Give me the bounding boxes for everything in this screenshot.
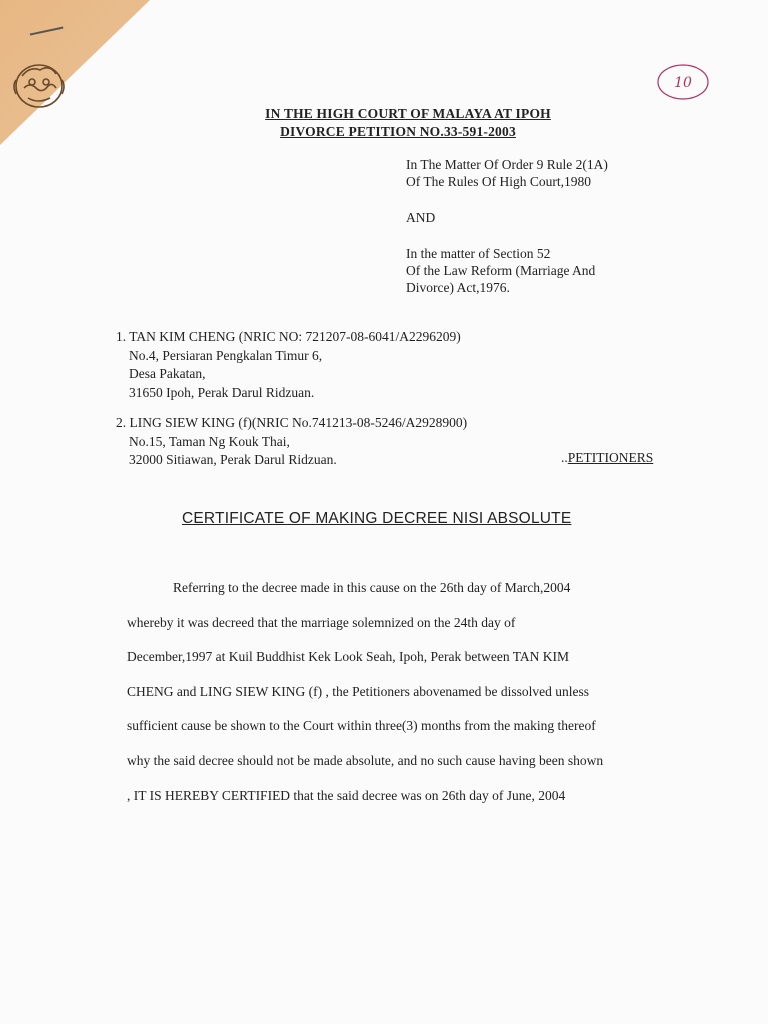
body-line: December,1997 at Kuil Buddhist Kek Look Seah, Ipoh, Perak between TAN KIM: [127, 649, 570, 665]
party-first-petitioner: [116, 328, 676, 402]
body-line: whereby it was decreed that the marriage solemnized on the 24th day of: [127, 614, 516, 630]
party-address-line: 31650 Ipoh, Perak Darul Ridzuan.: [129, 384, 315, 400]
matter-line: In the matter of Section 52: [406, 246, 551, 261]
party-address-line: Desa Pakatan,: [129, 366, 206, 381]
petitioners-label: [561, 450, 653, 466]
petition-number: DIVORCE PETITION NO.33-591-2003: [280, 124, 516, 139]
petitioners-text: PETITIONERS: [567, 450, 654, 465]
page-number-text: 10: [674, 75, 692, 91]
court-heading: IN THE HIGH COURT OF MALAYA AT IPOH: [265, 106, 551, 121]
body-line: CHENG and LING SIEW KING (f) , the Petitioners abovenamed be dissolved unless: [127, 683, 590, 699]
certificate-title: CERTIFICATE OF MAKING DECREE NISI ABSOLUTE: [182, 510, 572, 527]
party-name: 2. LING SIEW KING (f)(NRIC No.741213-08-5246/A2928900): [116, 415, 468, 430]
party-address-line: No.15, Taman Ng Kouk Thai,: [129, 433, 290, 449]
body-line: sufficient cause be shown to the Court within three(3) months from the making thereof: [127, 718, 596, 734]
matter-block: [406, 156, 706, 296]
party-address-line: No.4, Persiaran Pengkalan Timur 6,: [129, 347, 323, 363]
matter-line: Divorce) Act,1976.: [406, 280, 510, 295]
petitioners-prefix: ..: [561, 450, 568, 465]
body-line: , IT IS HEREBY CERTIFIED that the said decree was on 26th day of June, 2004: [127, 787, 566, 803]
body-line: Referring to the decree made in this cause on the 26th day of March,2004: [173, 580, 571, 595]
matter-line: Of the Law Reform (Marriage And: [406, 263, 596, 278]
party-address-line: 32000 Sitiawan, Perak Darul Ridzuan.: [129, 452, 337, 467]
body-line: why the said decree should not be made absolute, and no such cause having been shown: [127, 752, 604, 768]
certificate-body: [127, 571, 687, 813]
party-name: 1. TAN KIM CHENG (NRIC NO: 721207-08-6041/A2296209): [116, 329, 461, 344]
matter-and: AND: [406, 210, 436, 225]
page-number-mark: [656, 62, 710, 102]
matter-line: In The Matter Of Order 9 Rule 2(1A): [406, 157, 608, 172]
matter-line: Of The Rules Of High Court,1980: [406, 174, 591, 189]
